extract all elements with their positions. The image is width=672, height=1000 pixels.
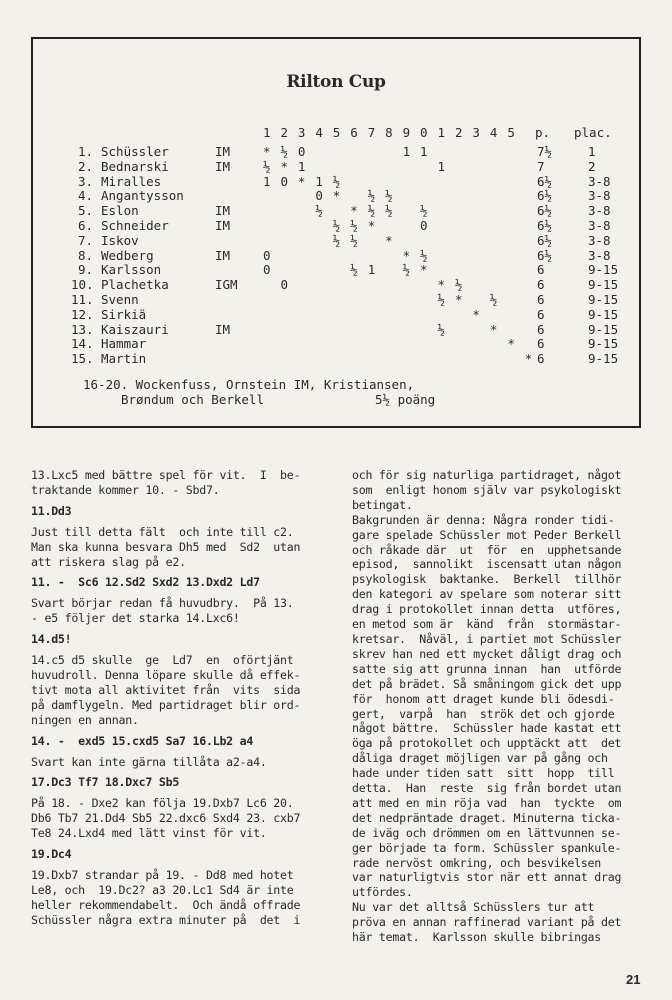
player-name: Bednarski: [101, 158, 169, 174]
table-row: [33, 233, 639, 248]
player-number: 5.: [77, 203, 93, 219]
player-results: 0 * ½ ½: [263, 188, 394, 204]
text-line: dåliga draget möjligen var på gång och: [352, 751, 608, 766]
player-name: Schüssler: [101, 144, 169, 159]
player-title: IM: [215, 203, 231, 219]
text-line: att riskera slag på e2.: [31, 554, 186, 569]
text-line: Svart börjar redan få huvudbry. På 13.: [31, 596, 294, 611]
player-number: 2.: [77, 158, 93, 174]
table-row: [33, 218, 639, 233]
text-line: episod, sannolikt iscensatt utan någon: [352, 557, 622, 572]
player-name: Wedberg: [101, 247, 154, 263]
text-line: det nedpräntade draget. Minuterna ticka-: [352, 810, 622, 825]
table-row: [33, 159, 639, 174]
text-line: på damflygeln. Med partidraget blir ord-: [31, 697, 301, 712]
header-points: p.: [535, 125, 551, 140]
player-points: 6½: [537, 232, 553, 248]
text-line: skrev han ned ett mycket dåligt drag och: [352, 646, 622, 661]
player-number: 10.: [71, 277, 94, 293]
player-number: 9.: [77, 262, 93, 278]
player-number: 6.: [77, 218, 93, 233]
text-line: 14.c5 d5 skulle ge Ld7 en oförtjänt: [31, 653, 294, 668]
table-row: [33, 292, 639, 307]
player-title: IM: [215, 158, 231, 174]
footer-points: 5½ poäng: [375, 392, 436, 407]
player-number: 8.: [77, 247, 93, 263]
text-line: något bättre. Schüssler hade kastat ett: [352, 721, 622, 736]
player-number: 1.: [77, 144, 93, 159]
table-row: [33, 262, 639, 277]
footer-line-1: 16-20. Wockenfuss, Ornstein IM, Kristiansen,: [83, 377, 415, 392]
text-line: drag i protokollet innan detta utföres,: [352, 602, 622, 617]
text-line: Nu var det alltså Schüsslers tur att: [352, 900, 595, 915]
text-line: 13.Lxc5 med bättre spel för vit. I be-: [31, 468, 301, 482]
player-place: 3-8: [588, 247, 611, 263]
text-line: heller rekommendabelt. Och ändå offrade: [31, 897, 301, 912]
player-name: Plachetka: [101, 277, 169, 293]
player-points: 6: [537, 306, 545, 322]
player-results: ½ * ½ ½ ½: [263, 203, 429, 219]
table-row: [33, 336, 639, 351]
text-line: en metod som är känd från stormästar-: [352, 617, 622, 632]
player-name: Karlsson: [101, 262, 162, 278]
text-line: pröva en annan raffinerad variant på det: [352, 915, 622, 930]
player-place: 9-15: [588, 277, 619, 293]
text-line: gert, varpå han strök det och gjorde: [352, 706, 615, 721]
player-results: 0 * ½: [263, 277, 464, 293]
table-row: [33, 144, 639, 159]
player-points: 6: [537, 277, 545, 293]
player-results: *: [263, 351, 534, 367]
move-heading: 17.Dc3 Tf7 18.Dxc7 Sb5: [31, 775, 180, 790]
player-results: 0 ½ 1 ½ *: [263, 262, 429, 278]
player-name: Hammar: [101, 336, 147, 352]
player-name: Schneider: [101, 218, 169, 233]
header-place: plac.: [574, 125, 612, 140]
player-place: 9-15: [588, 351, 619, 367]
table-row: [33, 277, 639, 292]
player-results: ½ ½ *: [263, 232, 394, 248]
text-line: tivt mota all aktivitet från vits sida: [31, 682, 301, 697]
table-row: [33, 307, 639, 322]
player-place: 1: [588, 144, 596, 159]
player-points: 6: [537, 321, 545, 337]
text-line: som enligt honom själv var psykologiskt: [352, 482, 622, 497]
right-text-column: [352, 468, 652, 945]
text-line: Man ska kunna besvara Dh5 med Sd2 utan: [31, 539, 301, 554]
player-points: 7: [537, 158, 545, 174]
player-name: Sirkiä: [101, 306, 147, 322]
player-title: IM: [215, 218, 231, 233]
text-line: Svart kan inte gärna tillåta a2-a4.: [31, 754, 267, 769]
player-place: 9-15: [588, 321, 619, 337]
text-line: betingat.: [352, 497, 413, 512]
text-line: huvudroll. Denna löpare skulle då effek-: [31, 667, 301, 682]
player-results: * ½ 0 1 1: [263, 144, 429, 159]
player-place: 2: [588, 158, 596, 174]
player-number: 15.: [71, 351, 94, 367]
text-line: ger började ta form. Schüssler spankule-: [352, 840, 622, 855]
player-place: 9-15: [588, 262, 619, 278]
player-place: 3-8: [588, 218, 611, 233]
move-heading: 11.Dd3: [31, 503, 72, 518]
text-line: här temat. Karlsson skulle bibringas: [352, 930, 602, 945]
player-number: 12.: [71, 306, 94, 322]
player-points: 6½: [537, 173, 553, 189]
text-line: På 18. - Dxe2 kan följa 19.Dxb7 Lc6 20.: [31, 796, 294, 811]
player-title: IM: [215, 144, 231, 159]
text-line: Te8 24.Lxd4 med lätt vinst för vit.: [31, 826, 267, 841]
text-line: den kategori av spelare som noterar sitt: [352, 587, 622, 602]
player-place: 9-15: [588, 292, 619, 307]
text-line: och för sig naturliga partidraget, något: [352, 468, 622, 482]
text-line: traktande kommer 10. - Sbd7.: [31, 482, 220, 497]
player-points: 6½: [537, 218, 553, 233]
player-number: 14.: [71, 336, 94, 352]
move-heading: 11. - Sc6 12.Sd2 Sxd2 13.Dxd2 Ld7: [31, 575, 260, 590]
player-results: ½ ½ * 0: [263, 218, 429, 233]
player-results: ½ * ½: [263, 292, 499, 307]
player-place: 3-8: [588, 188, 611, 204]
table-row: [33, 322, 639, 337]
text-line: de iväg och drömmen om en lättvunnen se-: [352, 825, 622, 840]
player-title: IGM: [215, 277, 238, 293]
table-row: [33, 203, 639, 218]
text-line: Le8, och 19.Dc2? a3 20.Lc1 Sd4 är inte: [31, 882, 294, 897]
player-name: Martin: [101, 351, 147, 367]
table-row: [33, 188, 639, 203]
text-line: att med en min röja vad han tyckte om: [352, 795, 622, 810]
player-number: 11.: [71, 292, 94, 307]
text-line: Schüssler några extra minuter på det i: [31, 912, 301, 927]
player-number: 3.: [77, 173, 93, 189]
player-points: 6: [537, 262, 545, 278]
player-points: 6½: [537, 203, 553, 219]
player-points: 6: [537, 336, 545, 352]
text-line: psykologisk baktanke. Berkell tillhör: [352, 572, 622, 587]
move-heading: 14. - exd5 15.cxd5 Sa7 16.Lb2 a4: [31, 733, 254, 748]
page-number: 21: [626, 972, 641, 987]
player-points: 6: [537, 351, 545, 367]
move-heading: 14.d5!: [31, 632, 72, 647]
text-line: rade nervöst omkring, och besvikelsen: [352, 855, 602, 870]
player-name: Eslon: [101, 203, 139, 219]
player-name: Iskov: [101, 232, 139, 248]
text-line: öga på protokollet och upptäckt att det: [352, 736, 622, 751]
player-title: IM: [215, 247, 231, 263]
player-results: *: [263, 306, 482, 322]
player-name: Svenn: [101, 292, 139, 307]
player-name: Kaiszauri: [101, 321, 169, 337]
text-line: gare spelade Schüssler mot Peder Berkell: [352, 527, 622, 542]
player-results: 1 0 * 1 ½: [263, 173, 342, 189]
left-text-column: [31, 468, 331, 928]
footer-line-2: Brøndum och Berkell: [121, 392, 264, 407]
player-results: ½ * 1 1: [263, 158, 447, 174]
table-row: [33, 174, 639, 189]
player-place: 3-8: [588, 173, 611, 189]
player-place: 9-15: [588, 306, 619, 322]
text-line: Db6 Tb7 21.Dd4 Sb5 22.dxc6 Sxd4 23. cxb7: [31, 811, 301, 826]
text-line: det på brädet. Så småningom gick det upp: [352, 676, 622, 691]
player-name: Angantysson: [101, 188, 184, 204]
player-place: 3-8: [588, 232, 611, 248]
player-results: 0 * ½: [263, 247, 429, 263]
player-place: 3-8: [588, 203, 611, 219]
text-line: detta. Han reste sig från bordet utan: [352, 781, 622, 796]
player-number: 7.: [77, 232, 93, 248]
player-results: *: [263, 336, 517, 352]
player-points: 6½: [537, 247, 553, 263]
text-line: Bakgrunden är denna: Några ronder tidi-: [352, 512, 615, 527]
text-line: 19.Dxb7 strandar på 19. - Dd8 med hotet: [31, 867, 294, 882]
text-line: för honom att draget kunde bli ödesdi-: [352, 691, 615, 706]
player-points: 7½: [537, 144, 553, 159]
text-line: satte sig att grunna innan han utförde: [352, 661, 622, 676]
text-line: kretsar. Nåväl, i partiet mot Schüssler: [352, 631, 622, 646]
table-row: [33, 351, 639, 366]
text-line: ningen en annan.: [31, 712, 139, 727]
player-number: 4.: [77, 188, 93, 204]
player-points: 6½: [537, 188, 553, 204]
crosstable-title: Rilton Cup: [286, 72, 386, 92]
header-round-numbers: 1 2 3 4 5 6 7 8 9 0 1 2 3 4 5: [263, 125, 517, 140]
text-line: var naturligtvis stor när ett annat drag: [352, 870, 622, 885]
player-place: 9-15: [588, 336, 619, 352]
text-line: - e5 följer det starka 14.Lxc6!: [31, 611, 240, 626]
text-line: och råkade där ut för en upphetsande: [352, 542, 622, 557]
player-title: IM: [215, 321, 231, 337]
player-points: 6: [537, 292, 545, 307]
table-row: [33, 248, 639, 263]
player-name: Miralles: [101, 173, 162, 189]
crosstable-box: [31, 37, 641, 428]
text-line: Just till detta fält och inte till c2.: [31, 524, 294, 539]
player-number: 13.: [71, 321, 94, 337]
text-line: hade under tiden satt sitt hopp till: [352, 766, 615, 781]
text-line: utfördes.: [352, 885, 413, 900]
move-heading: 19.Dc4: [31, 847, 72, 862]
player-results: ½ *: [263, 321, 499, 337]
